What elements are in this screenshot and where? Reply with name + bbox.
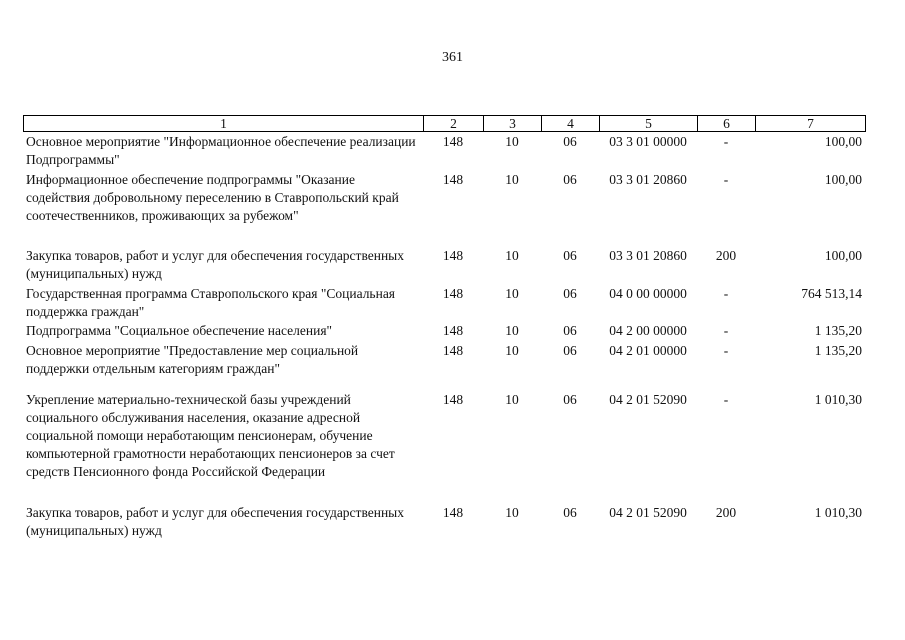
row-amount: 1 010,30 [814, 392, 862, 407]
row-target-code: 03 3 01 00000 [609, 134, 687, 149]
row-target-code: 03 3 01 20860 [609, 248, 687, 263]
row-subsection: 06 [563, 134, 577, 149]
header-col-7: 7 [807, 116, 814, 131]
row-target-code: 04 2 00 00000 [609, 323, 687, 338]
row-expense-type: - [723, 286, 729, 301]
row-description: Закупка товаров, работ и услуг для обеспечения государственных (муниципальных) нужд [26, 505, 405, 538]
row-description: Закупка товаров, работ и услуг для обеспечения государственных (муниципальных) нужд [26, 248, 405, 281]
row-amount: 100,00 [824, 172, 862, 187]
table-row [23, 171, 866, 225]
table-row [23, 342, 866, 378]
header-col-5: 5 [600, 116, 698, 131]
row-amount: 1 010,30 [814, 505, 862, 520]
row-description: Основное мероприятие "Информационное обеспечение реализации Подпрограммы" [26, 134, 416, 167]
row-section: 10 [505, 134, 519, 149]
row-target-code: 04 2 01 52090 [609, 505, 687, 520]
row-description: Государственная программа Ставропольского края "Социальная поддержка граждан" [26, 286, 396, 319]
row-section: 10 [505, 505, 519, 520]
row-subsection: 06 [563, 286, 577, 301]
header-col-1: 1 [24, 116, 424, 131]
row-subsection: 06 [563, 505, 577, 520]
row-subsection: 06 [563, 392, 577, 407]
row-expense-type: - [723, 172, 729, 187]
row-section: 10 [505, 172, 519, 187]
row-description: Основное мероприятие "Предоставление мер социальной поддержки отдельным категориям граждан" [26, 343, 359, 376]
row-grbs: 148 [442, 286, 464, 301]
row-subsection: 06 [563, 172, 577, 187]
row-amount: 764 513,14 [801, 286, 862, 301]
row-grbs: 148 [442, 343, 464, 358]
row-grbs: 148 [442, 134, 464, 149]
header-col-6: 6 [698, 116, 756, 131]
row-subsection: 06 [563, 323, 577, 338]
row-expense-type: - [723, 343, 729, 358]
row-expense-type: - [723, 134, 729, 149]
row-grbs: 148 [442, 172, 464, 187]
row-subsection: 06 [563, 248, 577, 263]
row-amount: 1 135,20 [814, 343, 862, 358]
header-col-3: 3 [484, 116, 542, 131]
row-description: Подпрограмма "Социальное обеспечение населения" [26, 323, 333, 338]
table-row [23, 133, 866, 169]
row-target-code: 04 2 01 00000 [609, 343, 687, 358]
table-row [23, 285, 866, 321]
page-number: 361 [442, 50, 463, 65]
row-amount: 1 135,20 [814, 323, 862, 338]
table-header [23, 115, 866, 132]
row-target-code: 04 2 01 52090 [609, 392, 687, 407]
row-grbs: 148 [442, 392, 464, 407]
row-expense-type: - [723, 323, 729, 338]
row-section: 10 [505, 392, 519, 407]
table-row [23, 391, 866, 481]
row-amount: 100,00 [824, 248, 862, 263]
table-row [23, 322, 866, 340]
row-expense-type: 200 [715, 505, 737, 520]
header-col-4: 4 [542, 116, 600, 131]
header-col-2: 2 [424, 116, 484, 131]
row-amount: 100,00 [824, 134, 862, 149]
row-target-code: 04 0 00 00000 [609, 286, 687, 301]
table-row [23, 504, 866, 540]
row-description: Информационное обеспечение подпрограммы "Оказание содействия добровольному переселению в Ставропольский край соотечественников, проживающих за рубежом" [26, 172, 399, 223]
row-expense-type: - [723, 392, 729, 407]
row-target-code: 03 3 01 20860 [609, 172, 687, 187]
row-description: Укрепление материально-технической базы учреждений социального обслуживания населения, оказание адресной социальной помощи неработающим пенсионерам, обучение компьютерной грамотности неработающих пенсионеров за счет средств Пенсионного фонда Российской Федерации [26, 392, 395, 479]
row-section: 10 [505, 248, 519, 263]
table-row [23, 247, 866, 283]
row-expense-type: 200 [715, 248, 737, 263]
row-grbs: 148 [442, 248, 464, 263]
row-subsection: 06 [563, 343, 577, 358]
row-grbs: 148 [442, 505, 464, 520]
row-section: 10 [505, 343, 519, 358]
row-section: 10 [505, 286, 519, 301]
row-section: 10 [505, 323, 519, 338]
row-grbs: 148 [442, 323, 464, 338]
